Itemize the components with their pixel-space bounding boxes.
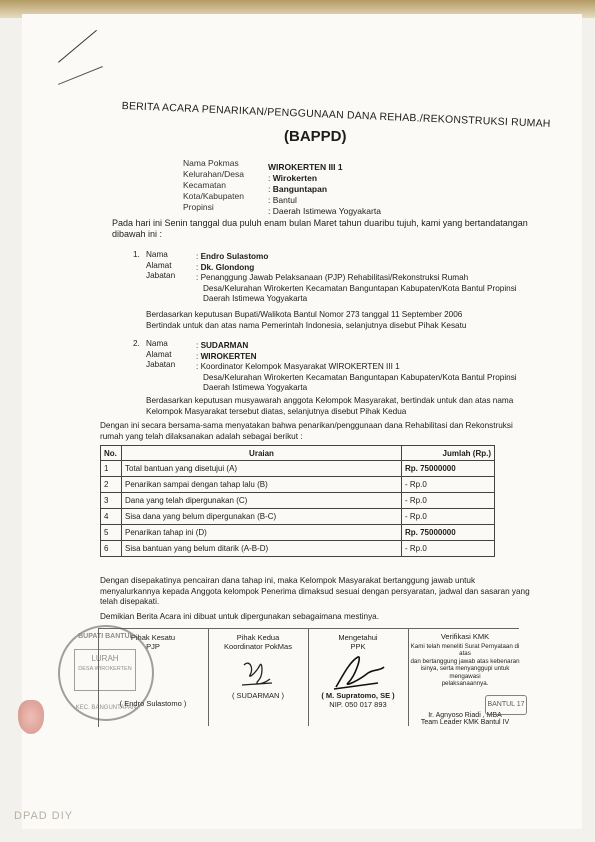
closing-line: menyalurkannya kepada Anggota kelompok Penerima dimaksud sesuai dengan persyaratan, jadwal dan sasaran yang (100, 586, 530, 596)
handwritten-signature (238, 655, 278, 691)
seal-text: LURAH (91, 654, 119, 663)
kota-label: Kota/Kabupaten (183, 191, 244, 201)
sig-text: Kami telah meneliti Surat Pernyataan di atas (410, 642, 520, 657)
party1-jabatan-line: Desa/Kelurahan Wirokerten Kecamatan Banguntapan Kabupaten/Kota Bantul Propinsi (203, 283, 517, 293)
row-no: 6 (101, 541, 122, 557)
nama-label: Nama (146, 250, 168, 259)
table-row (101, 493, 495, 509)
table-header-row (101, 446, 495, 461)
col-header-no: No. (101, 446, 122, 461)
seal-inner (74, 649, 136, 691)
intro-text (112, 218, 592, 240)
sig-role: Koordinator PokMas (224, 642, 292, 651)
divider (408, 628, 409, 726)
party2-note-line: Berdasarkan keputusan musyawarah anggota Kelompok Masyarakat, bertindak untuk dan atas nama (146, 396, 514, 405)
col-header-uraian: Uraian (122, 446, 402, 461)
nama-label: Nama (146, 339, 168, 348)
info-block (183, 158, 244, 213)
statement-line: rumah yang telah dilaksanakan adalah sebagai berikut : (100, 431, 303, 441)
statement (100, 421, 520, 442)
jabatan-label: Jabatan (146, 360, 176, 369)
party2-jabatan-line: Daerah Istimewa Yogyakarta (203, 383, 308, 392)
party1-num: 1. (133, 250, 140, 259)
sig-role: PJP (146, 642, 160, 651)
party1-note-line: Bertindak untuk dan atas nama Pemerintah Indonesia, selanjutnya disebut Pihak Kesatu (146, 320, 467, 330)
sig-title: Pihak Kesatu (130, 633, 176, 642)
kecamatan-value: Banguntapan (272, 184, 328, 194)
party2-note (146, 396, 516, 417)
row-no: 4 (101, 509, 122, 525)
divider (308, 628, 309, 726)
propinsi-value: Daerah Istimewa Yogyakarta (272, 206, 381, 216)
desa-value: Wirokerten (272, 173, 318, 183)
alamat-label: Alamat (146, 260, 172, 270)
closing-line: Dengan disepakatinya pencairan dana tahap ini, maka Kelompok Masyarakat bertanggung jawab untuk (100, 576, 476, 585)
party2-note-line: Kelompok Masyarakat tersebut diatas, selanjutnya disebut Pihak Kedua (146, 406, 407, 416)
party2-nama: SUDARMAN (200, 341, 249, 350)
row-no: 5 (101, 525, 122, 541)
party1-jabatan-line: Daerah Istimewa Yogyakarta (203, 294, 308, 303)
row-jumlah: - Rp.0 (402, 477, 495, 493)
party1-nama: Endro Sulastomo (200, 252, 269, 261)
party2-alamat: WIROKERTEN (200, 351, 257, 361)
row-jumlah: Rp. 75000000 (402, 525, 495, 541)
party2-jabatan: Koordinator Kelompok Masyarakat WIROKERTEN III 1 (200, 362, 400, 371)
party1-jabatan: Penanggung Jawab Pelaksanaan (PJP) Rehabilitasi/Rekonstruksi Rumah (200, 273, 469, 282)
alamat-label: Alamat (146, 349, 172, 359)
official-seal (58, 625, 154, 721)
sig-text: dan bertanggung jawab atas kebenaran (410, 657, 520, 665)
table-row (101, 477, 495, 493)
jabatan-label: Jabatan (146, 271, 176, 280)
sig-title: Verifikasi KMK (440, 632, 490, 641)
sig-title: Mengetahui (338, 633, 378, 642)
row-jumlah: Rp. 75000000 (402, 461, 495, 477)
row-uraian: Total bantuan yang disetujui (A) (122, 461, 402, 477)
row-uraian: Sisa dana yang belum dipergunakan (B-C) (122, 509, 402, 525)
intro-line: dibawah ini : (112, 229, 163, 239)
seal-text: BUPATI BANTUL (78, 633, 134, 640)
row-uraian: Penarikan tahap ini (D) (122, 525, 402, 541)
sig-name: Ir. Agnyoso Riadi , MBA (428, 711, 502, 719)
desa-label: Kelurahan/Desa (183, 169, 244, 179)
party2-labels (146, 339, 175, 371)
kota-value: Bantul (272, 195, 297, 205)
party1-note-line: Berdasarkan keputusan Bupati/Walikota Bantul Nomor 273 tanggal 11 September 2006 (146, 310, 463, 319)
statement-line: Dengan ini secara bersama-sama menyatakan bahwa penarikan/penggunaan dana Rehabilitasi dan Rekonstruksi (100, 421, 513, 430)
watermark: DPAD DIY (14, 810, 74, 822)
sig-mengetahui (310, 633, 406, 709)
row-jumlah: - Rp.0 (402, 541, 495, 557)
sig-name: ( M. Supratomo, SE ) (321, 691, 395, 700)
seal-text: KEC. BANGUNTAPAN (75, 705, 137, 711)
closing-line: telah disepakati. (100, 597, 160, 606)
kecamatan-label: Kecamatan (183, 180, 226, 190)
row-uraian: Penarikan sampai dengan tahap lalu (B) (122, 477, 402, 493)
sig-title: Pihak Kedua (236, 633, 280, 642)
table-row (101, 525, 495, 541)
verification-stamp: BANTUL 17 (485, 695, 527, 715)
party1-note (146, 310, 506, 331)
row-jumlah: - Rp.0 (402, 493, 495, 509)
handwritten-signature (328, 653, 388, 691)
row-uraian: Dana yang telah dipergunakan (C) (122, 493, 402, 509)
sig-name: ( SUDARMAN ) (231, 691, 285, 700)
seal-text: DESA WIROKERTEN (78, 666, 132, 672)
party1-values: : Endro Sulastomo : Dk. Glondong : Penanggung Jawab Pelaksanaan (PJP) Rehabilitasi/Rekonstruksi Rumah Desa/Kelurahan Wirokerten Kecamatan Banguntapan Kabupaten/Kota Bantul Propinsi Daerah Istimewa Yogyakarta (196, 252, 517, 303)
party2-values: : SUDARMAN : WIROKERTEN : Koordinator Kelompok Masyarakat WIROKERTEN III 1 Desa/Kelurahan Wirokerten Kecamatan Banguntapan Kabupaten/Kota Bantul Propinsi Daerah Istimewa Yogyakarta (196, 341, 517, 392)
pokmas-label: Nama Pokmas (183, 158, 239, 168)
pokmas-value: WIROKERTEN III 1 (268, 162, 343, 172)
intro-line: Pada hari ini Senin tanggal dua puluh enam bulan Maret tahun duaribu tujuh, kami yang bertandatangan (112, 218, 528, 228)
info-values: WIROKERTEN III 1 : Wirokerten : Banguntapan : Bantul : Daerah Istimewa Yogyakarta (268, 162, 381, 216)
row-no: 1 (101, 461, 122, 477)
title-box (112, 88, 551, 154)
party1-labels (146, 250, 175, 282)
sig-role: PPK (350, 642, 366, 651)
row-uraian: Sisa bantuan yang belum ditarik (A-B-D) (122, 541, 402, 557)
document-subtitle: (BAPPD) (284, 128, 347, 145)
row-no: 2 (101, 477, 122, 493)
sig-nip: NIP. 050 017 893 (329, 700, 387, 709)
table-row (101, 541, 495, 557)
sig-text: isinya, serta menyanggupi untuk mengawasi (420, 665, 510, 680)
party2-jabatan-line: Desa/Kelurahan Wirokerten Kecamatan Banguntapan Kabupaten/Kota Bantul Propinsi (203, 372, 517, 382)
col-header-jumlah: Jumlah (Rp.) (402, 446, 495, 461)
party1-alamat: Dk. Glondong (200, 262, 255, 272)
sig-name: ( Endro Sulastomo ) (119, 699, 187, 708)
table-row (101, 509, 495, 525)
propinsi-label: Propinsi (183, 202, 214, 212)
closing-line: Demikian Berita Acara ini dibuat untuk dipergunakan sebagaimana mestinya. (100, 611, 379, 621)
crest-icon (18, 700, 44, 734)
table-row (101, 461, 495, 477)
row-jumlah: - Rp.0 (402, 509, 495, 525)
row-no: 3 (101, 493, 122, 509)
divider (208, 628, 209, 726)
sig-text: pelaksanaannya. (441, 680, 489, 687)
sig-role: Team Leader KMK Bantul IV (420, 719, 510, 726)
sig-pihak-kedua (210, 633, 306, 700)
party2-num: 2. (133, 339, 140, 348)
closing (100, 576, 530, 622)
document-title: BERITA ACARA PENARIKAN/PENGGUNAAN DANA REHAB./REKONSTRUKSI RUMAH (121, 100, 551, 130)
fund-table (100, 445, 495, 557)
